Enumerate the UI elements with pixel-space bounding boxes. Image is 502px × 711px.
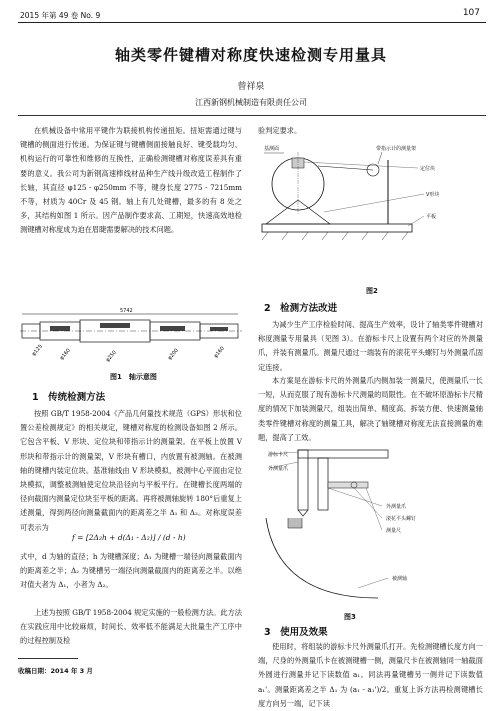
journal-info: 2015 年第 49 卷 No. 9: [20, 11, 101, 20]
fig3-label-caliper: 游标卡尺: [268, 452, 289, 458]
figure-3-special-gauge: [258, 448, 483, 610]
section-1-paragraph-1: 按照 GB/T 1958-2004《产品几何量技术规范（GPS）形状和位置公差检测规定》的相关规定，键槽对称度的检测设备如图 2 所示。它包含平板、V 形块、定位块和带指示计的测量架。在平板上放置 V 形块和带指示计的测量架，V 形块有槽口，内放置有被测轴。在被测轴的键槽内装定位块。基准轴线由 V 形块模拟，被测中心平面由定位块模拟，调整被测轴使定位块沿径向与平板平行。在键槽长度两端的径向截面内测量定位块至平板的距离。再将被测轴旋转 180°后重复上述测量，得到两径向测量截面内的距离差之半 Δ₁ 和 Δ₂。对称度误差可表示为: [20, 409, 242, 532]
fig3-label-shaft: 被测轴: [392, 576, 408, 582]
right-paragraph-0: 验判定要求。: [258, 126, 302, 135]
fig3-label-measuring-ruler: 测量尺: [386, 528, 402, 534]
section-1-heading: 1 传统检测方法: [32, 392, 106, 403]
figure-2-traditional-setup: [258, 140, 483, 290]
section-1-paragraph-3: 上述为按照 GB/T 1958-2004 规定实施的一般检测方法。此方法在实践应用中比较麻烦，时间长、效率低不能满足大批量生产工序中的过程控制及检: [20, 608, 242, 646]
intro-paragraph: 在机械设备中常用平键作为联接机构传递扭矩。扭矩需通过键与键槽的侧面进行传递。为保证键与键槽侧面接触良好、键受载均匀、机构运行的可靠性和维修的互换性，正确检测键槽对称度误差具有重要的意义。我公司为新钢高速棒线材品种生产线升级改造工程制作了长轴，其直径 φ125 - φ250mm 不等，键身长度 2775 - 7215mm 不等，材质为 40Cr 及 45 钢。轴上有几处键槽，最多的有 8 处之多，其结构如图 1 所示。因产品制作要求高、工期短，快速高效地检测键槽对称度成为迫在眉睫需要解决的技术问题。: [20, 126, 242, 235]
footnote-received-date: 收稿日期：2014 年 3 月: [18, 667, 93, 675]
section-2-paragraph-2: 本方案是在游标卡尺的外测量爪内侧加装一测量尺，使测量爪一长一短，从而克服了现有游标卡尺测量的局限性。在不破坏原游标卡尺精度的情况下加装测量尺，组装出简单、精度高、拆装方便、快速测量轴类零件键槽对称度的测量工具，解决了轴键槽对称度无法直接测量的难题，提高了工效。: [258, 376, 483, 442]
svg-text:φ125: φ125: [30, 343, 44, 358]
svg-text:φ160: φ160: [58, 347, 72, 362]
fig2-label-surface-plate: 平板: [426, 214, 437, 220]
author: 曾祥泉: [237, 82, 265, 92]
page-number: 107: [462, 8, 480, 18]
fig2-label-locating-block: 定位块: [420, 166, 436, 172]
fig3-label-knurled-screw: 滚花平头螺钉: [386, 516, 417, 522]
svg-text:φ200: φ200: [166, 347, 180, 362]
fig2-label-gauge-stand: 带指示计的测量架: [376, 146, 417, 152]
figure-2-caption: 图2: [366, 287, 378, 295]
section-1-paragraph-2: 式中，d 为轴的直径；h 为键槽深度；Δ₁ 为键槽一端径向测量截面内的距离差之半；Δ₂ 为键槽另一端径向测量截面内的距离差之半。以绝对值大者为 Δ₁，小者为 Δ₂。: [20, 552, 242, 590]
symmetry-equation: f = [2Δ₂h + d(Δ₁ - Δ₂)] / (d - h): [72, 533, 186, 542]
figure-1-caption: 图1 轴示意图: [110, 373, 157, 381]
footnote-rule: [18, 658, 78, 659]
fig3-label-outer-jaw-left: 外测量爪: [268, 466, 289, 472]
paper-title: 轴类零件键槽对称度快速检测专用量具: [114, 46, 387, 64]
section-2-heading: 2 检测方法改进: [264, 303, 338, 314]
fig3-label-outer-jaw-right: 外测量爪: [386, 504, 407, 510]
section-3-paragraph-1: 使用时，将组装的游标卡尺外测量爪打开。先检测键槽长度方向一端，尺身的外测量爪卡在被测键槽一侧，测量尺卡在被测轴同一轴截面外圆进行测量并记下读数值 a₁。同法再量键槽另一侧并记下读数值 a₁'。测量距离差之半 Δ₁ 为 (a₁ - a₁')/2。重复上诉方法再检测键槽长度方向另一端，记下读: [258, 642, 483, 708]
fig1-dimension: 5742: [120, 308, 133, 314]
svg-text:φ160: φ160: [212, 345, 226, 360]
fig2-label-v-block: V形块: [426, 192, 440, 198]
section-2-paragraph-1: 为减少生产工序检验时间、提高生产效率，设计了轴类零件键槽对称度测量专用量具（见图 3）。在游标卡尺上设置有两个对应的外测量爪，并装有测量爪。测量尺通过一端装有的滚花平头螺钉与外测量爪固定连接。: [258, 320, 483, 372]
figure-3-caption: 图3: [344, 613, 356, 621]
running-header: [0, 0, 502, 24]
title-rule: [18, 115, 486, 116]
header-rule: [18, 22, 486, 23]
figure-1-shaft-diagram: [20, 306, 242, 374]
svg-text:φ250: φ250: [104, 349, 118, 364]
fig2-label-base-surface: 基测面: [264, 146, 280, 152]
section-3-heading: 3 使用及效果: [264, 627, 328, 638]
affiliation: 江西新钢机械制造有限责任公司: [195, 98, 307, 107]
